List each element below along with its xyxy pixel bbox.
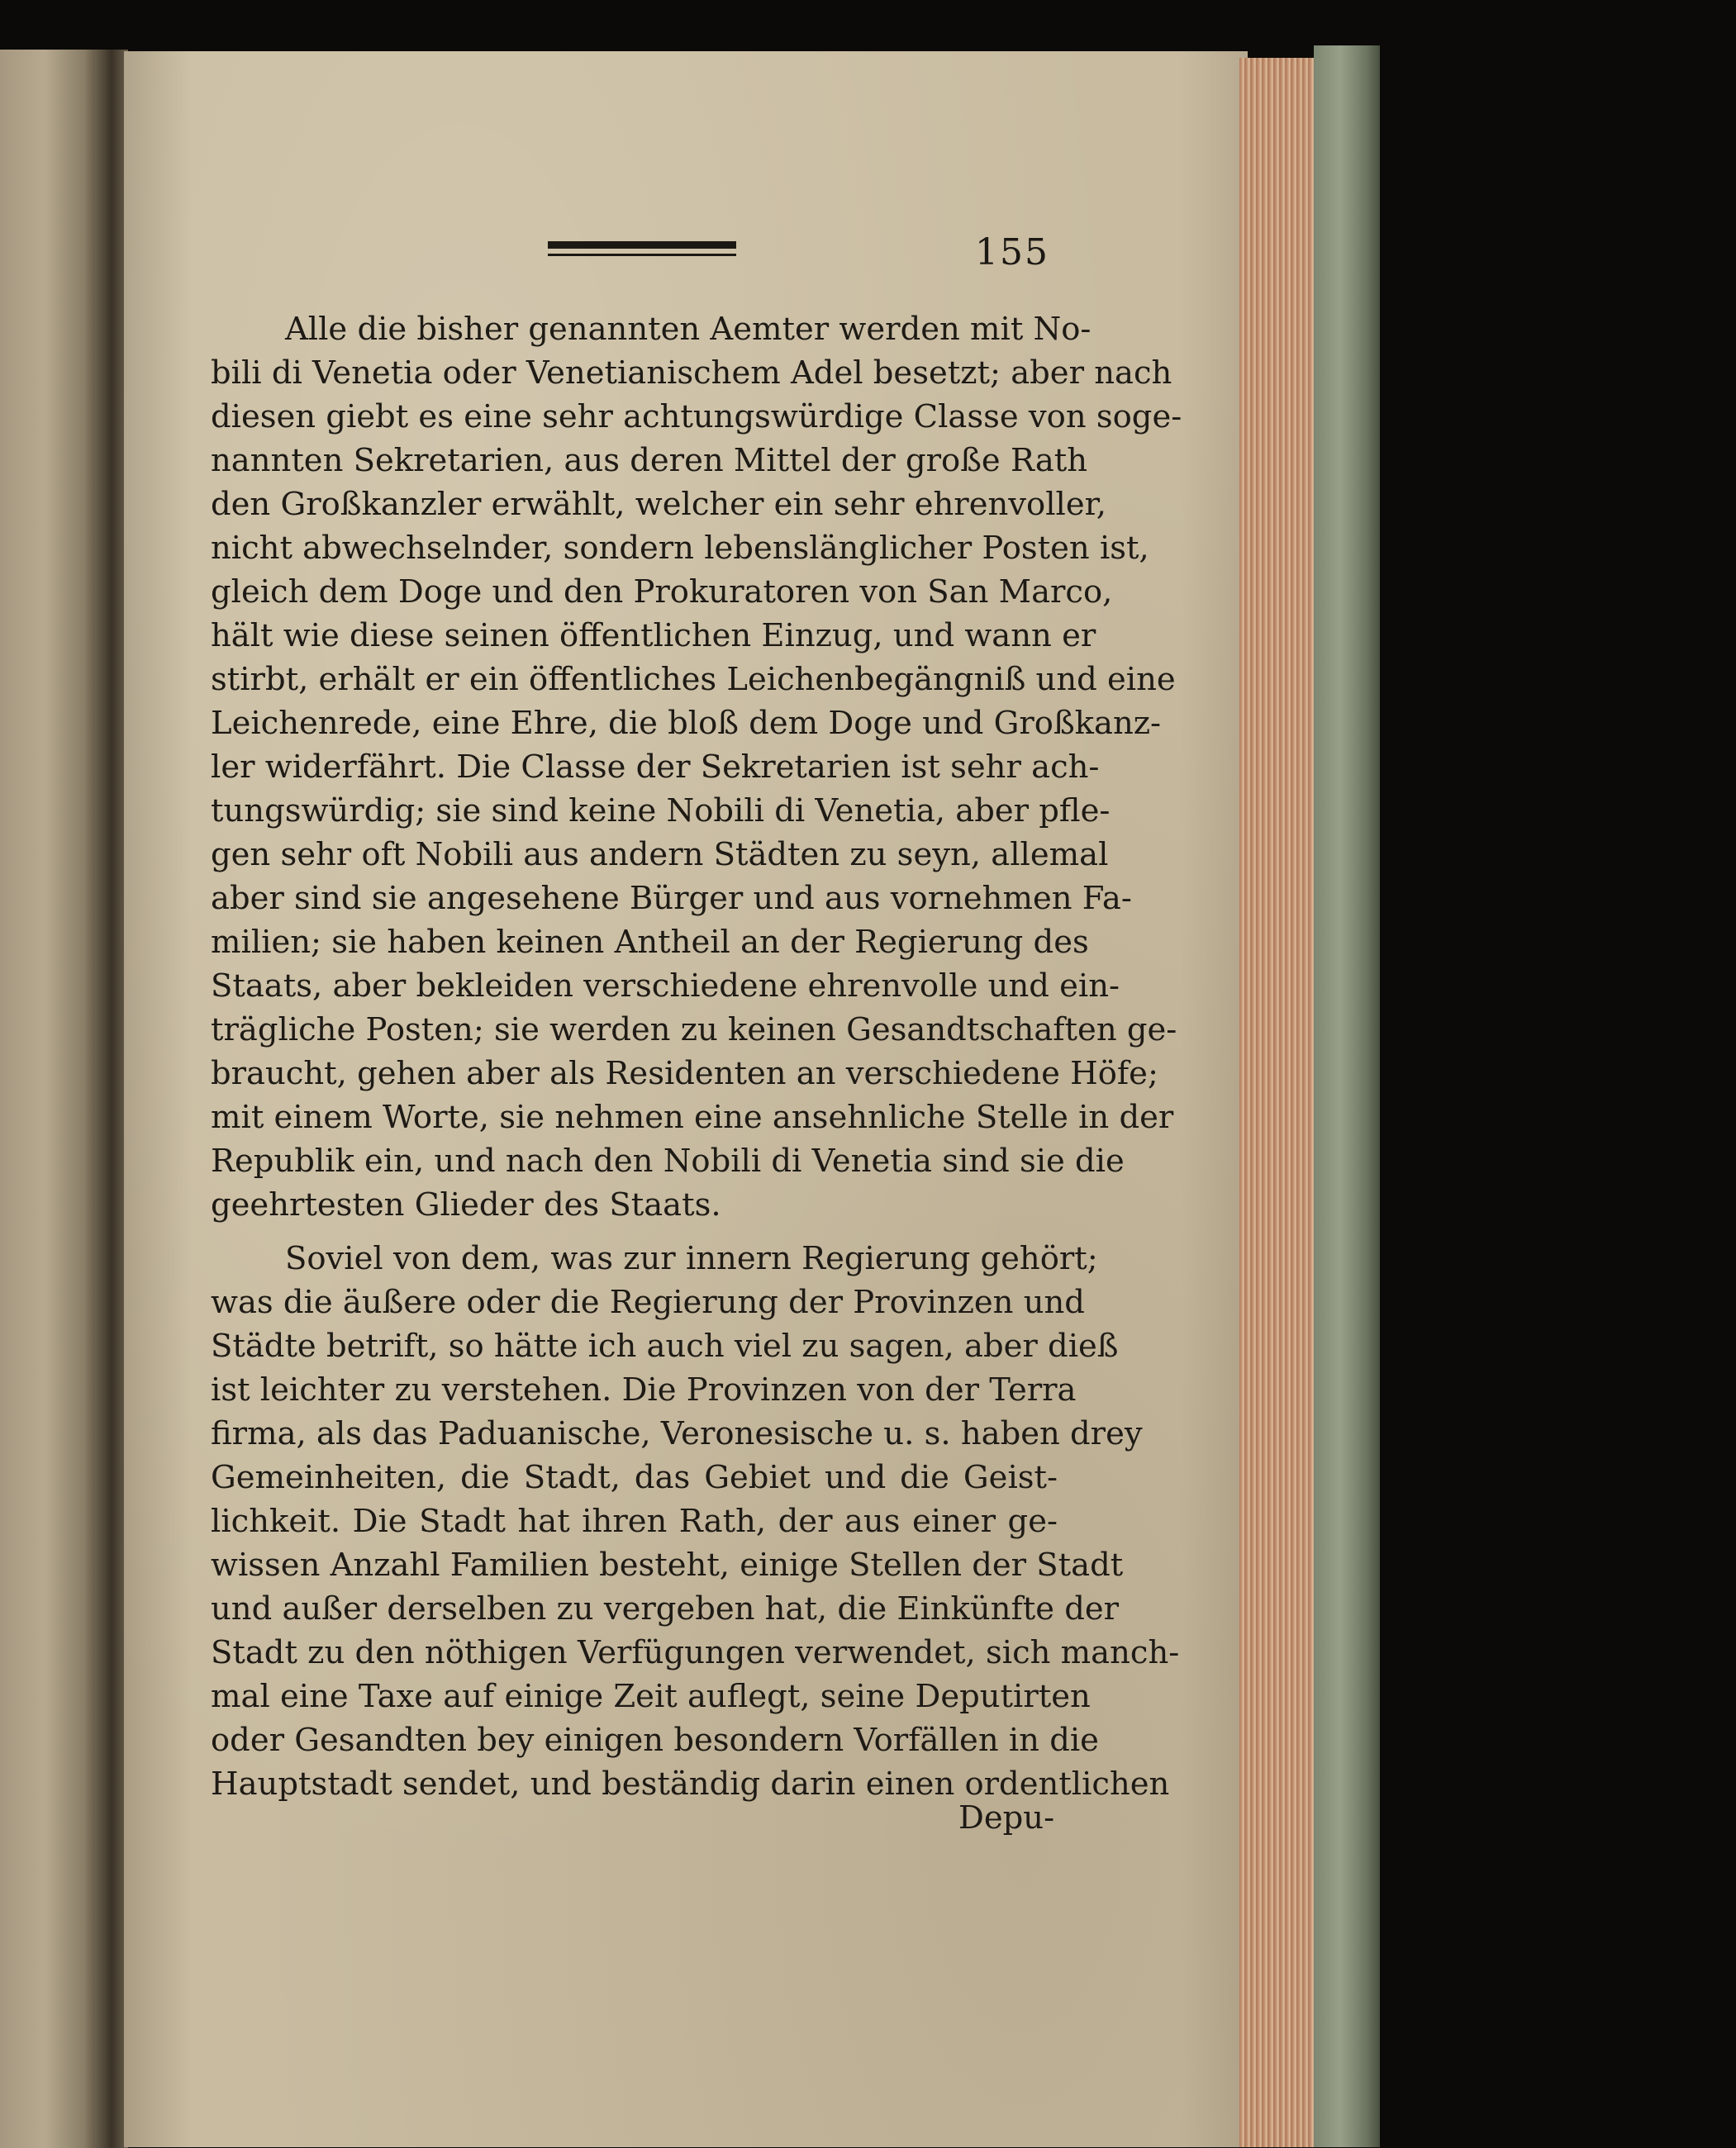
text-line: Leichenrede, eine Ehre, die bloß dem Doge und Großkanz- xyxy=(211,705,1162,742)
text-line: gleich dem Doge und den Prokuratoren von San Marco, xyxy=(211,573,1113,611)
text-line: wissen Anzahl Familien besteht, einige Stellen der Stadt xyxy=(211,1547,1124,1584)
text-line: nannten Sekretarien, aus deren Mittel der große Rath xyxy=(211,442,1088,479)
text-line: diesen giebt es eine sehr achtungswürdige Classe von soge- xyxy=(211,398,1182,435)
text-line: ist leichter zu verstehen. Die Provinzen von der Terra xyxy=(211,1371,1077,1409)
text-line: Alle die bisher genannten Aemter werden mit No- xyxy=(285,311,1092,348)
text-line: und außer derselben zu vergeben hat, die Einkünfte der xyxy=(211,1590,1120,1628)
page-number: 155 xyxy=(975,231,1049,273)
text-line: nicht abwechselnder, sondern lebenslänglicher Posten ist, xyxy=(211,530,1149,567)
text-line: Hauptstadt sendet, und beständig darin einen ordentlichen xyxy=(211,1765,1170,1803)
left-page-edge xyxy=(0,50,99,2148)
text-line: ler widerfährt. Die Classe der Sekretarien ist sehr ach- xyxy=(211,748,1100,786)
text-line: tungswürdig; sie sind keine Nobili di Venetia, aber pfle- xyxy=(211,792,1111,829)
text-line: oder Gesandten bey einigen besondern Vorfällen in die xyxy=(211,1722,1099,1759)
text-line: Staats, aber bekleiden verschiedene ehrenvolle und ein- xyxy=(211,967,1120,1005)
text-line: Republik ein, und nach den Nobili di Venetia sind sie die xyxy=(211,1143,1125,1180)
header-rule xyxy=(548,241,736,256)
text-line: mit einem Worte, sie nehmen eine ansehnliche Stelle in der xyxy=(211,1099,1174,1136)
text-line: stirbt, erhält er ein öffentliches Leichenbegängniß und eine xyxy=(211,661,1176,698)
text-line: firma, als das Paduanische, Veronesische u. s. haben drey xyxy=(211,1415,1143,1452)
text-line: Städte betrift, so hätte ich auch viel zu sagen, aber dieß xyxy=(211,1328,1119,1365)
text-line: geehrtesten Glieder des Staats. xyxy=(211,1186,721,1224)
text-line: lichkeit. Die Stadt hat ihren Rath, der aus einer ge- xyxy=(211,1503,1058,1540)
text-line: hält wie diese seinen öffentlichen Einzug, und wann er xyxy=(211,617,1096,654)
text-line: milien; sie haben keinen Antheil an der Regierung des xyxy=(211,924,1089,961)
catchword: Depu- xyxy=(958,1799,1055,1837)
text-line: Gemeinheiten, die Stadt, das Gebiet und die Geist- xyxy=(211,1459,1058,1496)
book-gutter xyxy=(95,50,128,2148)
text-line: was die äußere oder die Regierung der Provinzen und xyxy=(211,1284,1085,1321)
text-line: gen sehr oft Nobili aus andern Städten zu seyn, allemal xyxy=(211,836,1109,873)
text-line: mal eine Taxe auf einige Zeit auflegt, seine Deputirten xyxy=(211,1678,1091,1715)
book-cover-edge xyxy=(1314,45,1380,2147)
text-line: den Großkanzler erwählt, welcher ein sehr ehrenvoller, xyxy=(211,486,1107,523)
paragraph-2 xyxy=(211,1237,1180,1806)
text-line: aber sind sie angesehene Bürger und aus vornehmen Fa- xyxy=(211,880,1132,917)
text-line: Soviel von dem, was zur innern Regierung gehört; xyxy=(285,1240,1098,1277)
text-line: braucht, gehen aber als Residenten an verschiedene Höfe; xyxy=(211,1055,1158,1092)
page-fore-edge xyxy=(1239,58,1318,2147)
text-line: Stadt zu den nöthigen Verfügungen verwendet, sich manch- xyxy=(211,1634,1180,1671)
text-line: bili di Venetia oder Venetianischem Adel besetzt; aber nach xyxy=(211,354,1172,392)
paragraph-1 xyxy=(211,307,1182,1227)
text-line: trägliche Posten; sie werden zu keinen Gesandtschaften ge- xyxy=(211,1011,1177,1048)
